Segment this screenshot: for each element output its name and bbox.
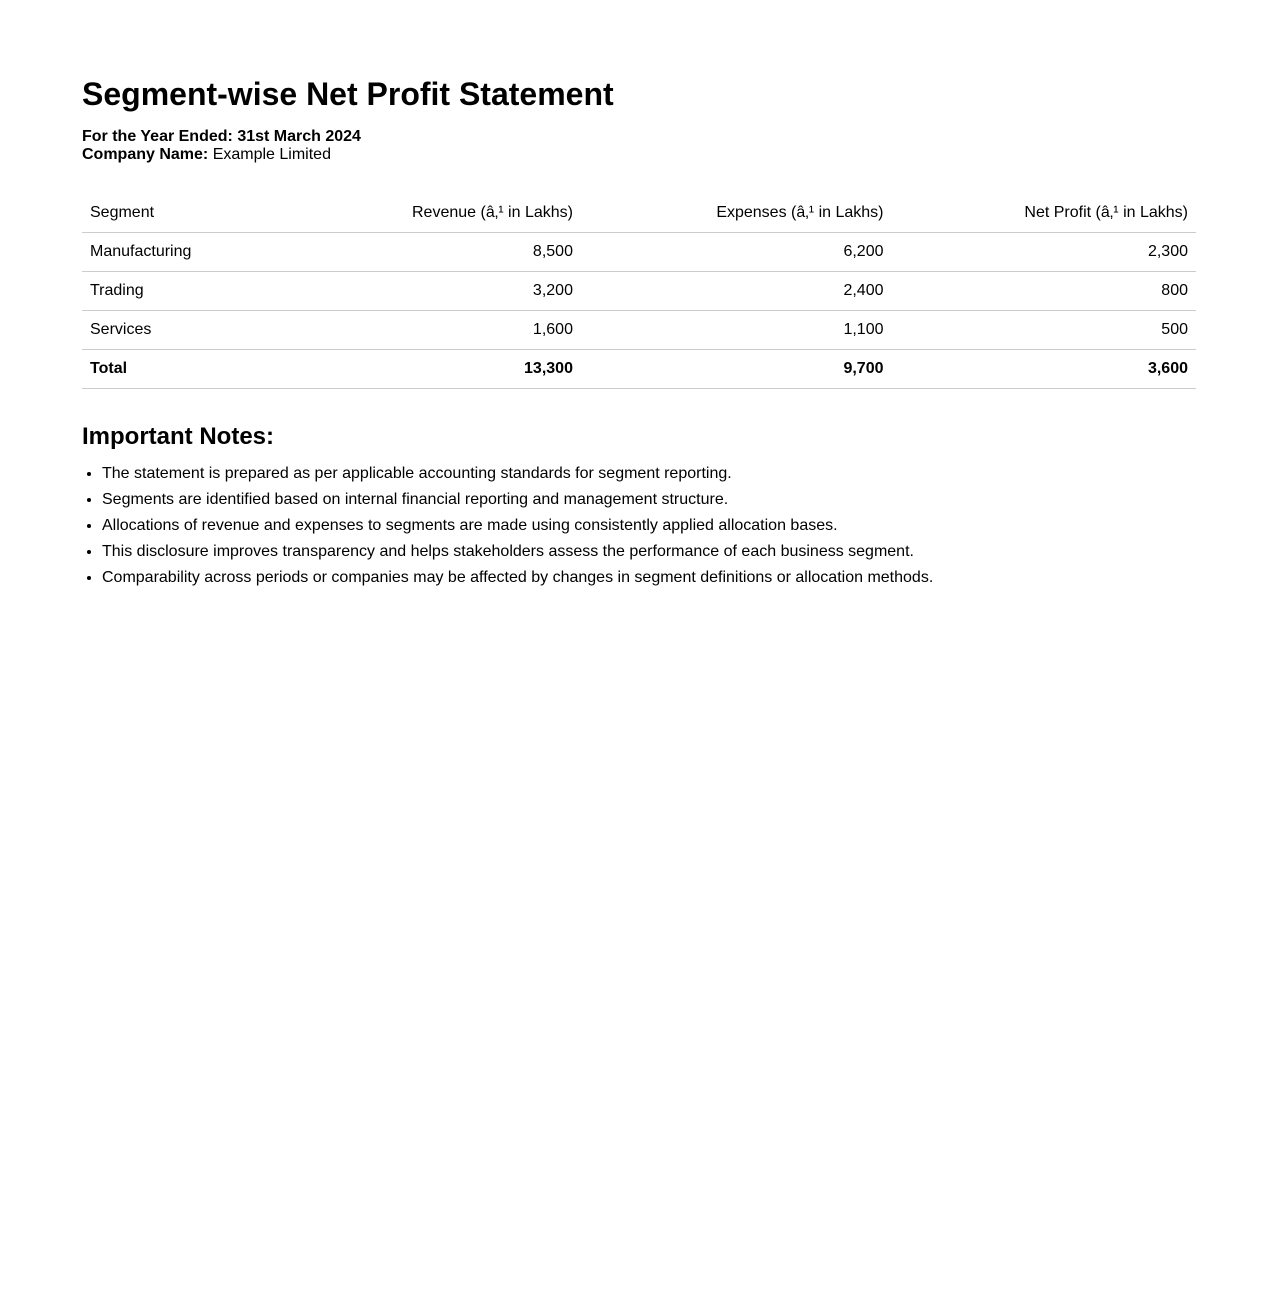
- cell-segment: Manufacturing: [82, 233, 281, 272]
- table-row: [82, 272, 1196, 311]
- cell-net-profit: 2,300: [892, 233, 1197, 272]
- list-item: • The statement is prepared as per applicable accounting standards for segment reporting.: [102, 465, 1196, 483]
- cell-expenses: 2,400: [581, 272, 892, 311]
- list-item: • Allocations of revenue and expenses to segments are made using consistently applied allocation bases.: [102, 517, 1196, 535]
- header-net-profit: Net Profit (â‚¹ in Lakhs): [892, 194, 1197, 233]
- table-header-row: [82, 194, 1196, 233]
- year-ended-label: For the Year Ended:: [82, 128, 233, 145]
- company-name-value: Example Limited: [212, 146, 331, 163]
- notes-list: [82, 465, 1196, 587]
- list-item: • This disclosure improves transparency and helps stakeholders assess the performance of each business segment.: [102, 543, 1196, 561]
- year-ended-line: [82, 128, 1196, 146]
- list-item: • Segments are identified based on internal financial reporting and management structure.: [102, 491, 1196, 509]
- table-row: [82, 233, 1196, 272]
- cell-segment: Services: [82, 311, 281, 350]
- cell-revenue: 8,500: [281, 233, 581, 272]
- cell-expenses: 1,100: [581, 311, 892, 350]
- segment-profit-table: [82, 194, 1196, 389]
- company-name-label: Company Name:: [82, 146, 209, 163]
- header-revenue: Revenue (â‚¹ in Lakhs): [281, 194, 581, 233]
- cell-net-profit: 500: [892, 311, 1197, 350]
- cell-total-label: Total: [82, 350, 281, 389]
- table-row: [82, 311, 1196, 350]
- statement-meta: [82, 128, 1196, 164]
- notes-title: Important Notes:: [82, 423, 274, 450]
- cell-expenses: 6,200: [581, 233, 892, 272]
- header-segment: Segment: [82, 194, 281, 233]
- cell-segment: Trading: [82, 272, 281, 311]
- company-name-line: [82, 146, 1196, 164]
- table-total-row: [82, 350, 1196, 389]
- cell-total-revenue: 13,300: [281, 350, 581, 389]
- list-item: • Comparability across periods or companies may be affected by changes in segment definitions or allocation methods.: [102, 569, 1196, 587]
- page-title: Segment-wise Net Profit Statement: [82, 76, 614, 112]
- cell-total-net-profit: 3,600: [892, 350, 1197, 389]
- cell-total-expenses: 9,700: [581, 350, 892, 389]
- cell-revenue: 1,600: [281, 311, 581, 350]
- cell-revenue: 3,200: [281, 272, 581, 311]
- cell-net-profit: 800: [892, 272, 1197, 311]
- year-ended-value: 31st March 2024: [237, 128, 361, 145]
- header-expenses: Expenses (â‚¹ in Lakhs): [581, 194, 892, 233]
